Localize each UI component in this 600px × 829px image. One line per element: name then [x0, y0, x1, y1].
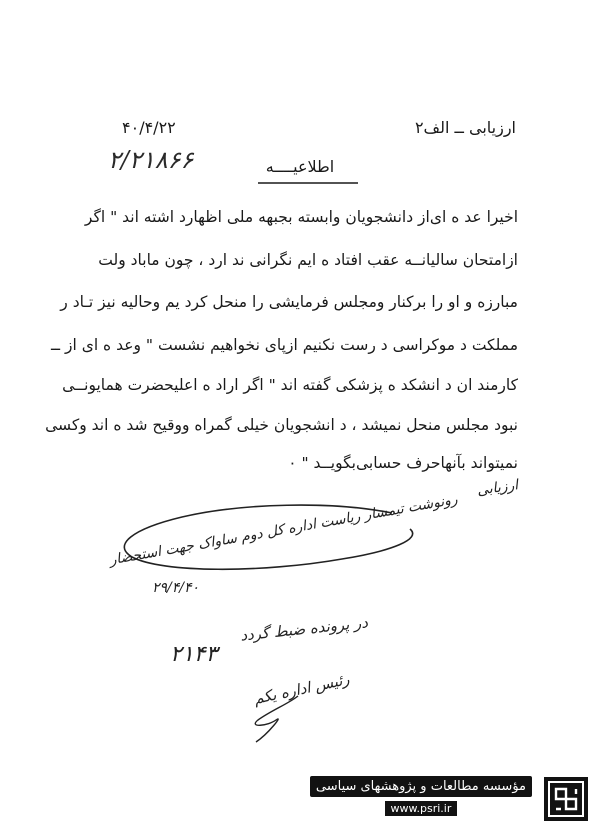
handwritten-note-copy: رونوشت تیمسار ریاست اداره کل دوم ساواک جهت استحضار [108, 491, 459, 569]
institute-footer [0, 771, 600, 829]
body-line: نمیتواند بآنهاحرف حسابی‌بگویــد " ٠ [288, 454, 518, 472]
body-line: نبود مجلس منحل نمیشد ، د انشجویان خیلی گمراه ووقیح شد ه اند وکسی [45, 416, 518, 434]
body-line: ازامتحان سالیانــه عقب افتاد ه ایم نگرانی ند ارد ، چون ماباد ولت [98, 251, 518, 269]
body-line: اخیرا عد ه ای‌از دانشجویان وابسته بجبهه ملی اظهارد اشته اند " اگر [84, 208, 518, 226]
institute-logo-icon [544, 777, 588, 821]
classification-label: ارزیابی ــ الف۲ [414, 118, 516, 137]
handwritten-note-file: در پرونده ضبط گردد [239, 613, 369, 645]
body-line: مبارزه و او را برکنار ومجلس فرمایشی را منحل کرد یم وحالیه نیز تـاد ر [60, 293, 518, 311]
body-line: کارمند ان د انشکد ه پزشکی گفته اند " اگر اراد ه اعلیحضرت همایونــی [62, 376, 518, 394]
institute-name: مؤسسه مطالعات و پژوهشهای سیاسی [310, 776, 532, 797]
handwritten-note-signature: رئیس اداره یکم [252, 670, 351, 708]
handwritten-note-evaluation: ارزیابی [475, 477, 519, 499]
document-date: ۴۰/۴/۲۲ [122, 118, 176, 137]
institute-url[interactable]: www.psri.ir [385, 801, 458, 816]
institute-credit [310, 775, 532, 816]
document-title: اطلاعیــــه [265, 157, 335, 176]
handwritten-note-date: ۲۹/۴/۴۰ [152, 580, 200, 596]
handwritten-signature-scribble [228, 690, 318, 750]
handwritten-note-number: ۲۱۴۳ [170, 642, 218, 667]
title-underline [256, 180, 360, 186]
handwritten-reference-number: ۲/۲۱۸۶۶ [108, 146, 194, 174]
body-line: مملکت د موکراسی د رست نکنیم ازپای نخواهیم نشست " وعد ه ای از ــ [50, 336, 518, 354]
